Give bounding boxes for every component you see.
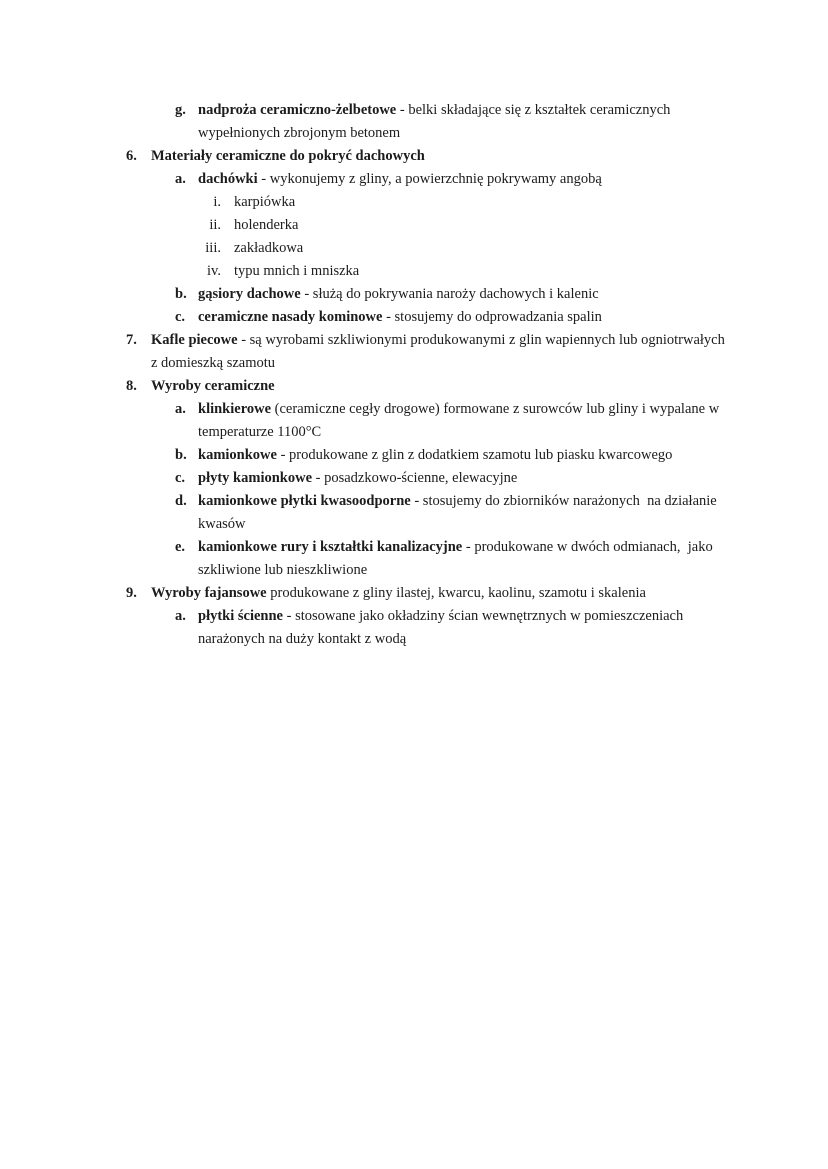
list-desc: - stosujemy do odprowadzania spalin [382, 309, 602, 325]
list-desc: - służą do pokrywania naroży dachowych i kalenic [300, 286, 599, 302]
list-desc: - produkowane w dwóch odmianach, jako szkliwione lub nieszkliwione [198, 539, 713, 578]
list-term: nadproża ceramiczno-żelbetowe [198, 102, 397, 118]
list-item [0, 214, 770, 237]
list-marker: a. [175, 608, 186, 624]
list-item [0, 168, 770, 191]
list-marker: a. [175, 171, 186, 187]
list-text [151, 582, 770, 605]
list-desc: - wykonujemy z gliny, a powierzchnię pokrywamy angobą [257, 171, 602, 187]
list-marker: 9. [126, 585, 137, 601]
list-term: Materiały ceramiczne do pokryć dachowych [151, 148, 425, 164]
list-term: Kafle piecowe [151, 332, 238, 348]
list-item [0, 605, 770, 651]
list-text [151, 329, 770, 375]
list-text [198, 283, 770, 306]
list-term: kamionkowe płytki kwasoodporne [198, 493, 411, 509]
list-item [0, 145, 770, 168]
list-item [0, 237, 770, 260]
list-marker: 6. [126, 148, 137, 164]
list-item [0, 490, 770, 536]
list-item [0, 375, 770, 398]
list-term: kamionkowe rury i kształtki kanalizacyjne [198, 539, 463, 555]
list-term: płyty kamionkowe [198, 470, 313, 486]
list-desc: (ceramiczne cegły drogowe) formowane z surowców lub gliny i wypalane w temperaturze 1100°C [198, 401, 720, 440]
list-item [0, 306, 770, 329]
list-term: klinkierowe [198, 401, 272, 417]
list-text [198, 306, 770, 329]
list-item [0, 329, 770, 375]
list-text [198, 398, 770, 444]
list-term: dachówki [198, 171, 258, 187]
list-text [198, 168, 770, 191]
list-item [0, 536, 770, 582]
list-text [198, 99, 770, 145]
list-desc: karpiówka [234, 194, 296, 210]
list-marker: 8. [126, 378, 137, 394]
list-marker: 7. [126, 332, 137, 348]
list-desc: - produkowane z glin z dodatkiem szamotu lub piasku kwarcowego [276, 447, 673, 463]
list-marker: c. [175, 309, 186, 325]
list-marker: d. [175, 493, 187, 509]
list-desc: zakładkowa [234, 240, 304, 256]
list-term: Wyroby ceramiczne [151, 378, 275, 394]
list-text [151, 375, 770, 398]
list-text [198, 490, 770, 536]
outline-list [0, 99, 770, 651]
list-text [234, 191, 770, 214]
list-text [198, 444, 770, 467]
list-item [0, 283, 770, 306]
list-marker: i. [213, 194, 221, 210]
list-item [0, 260, 770, 283]
list-item [0, 444, 770, 467]
list-desc: - stosowane jako okładziny ścian wewnętrznych w pomieszczeniach narażonych na duży kontakt z wodą [198, 608, 684, 647]
list-marker: iv. [207, 263, 221, 279]
list-desc: typu mnich i mniszka [234, 263, 360, 279]
list-text [151, 145, 770, 168]
list-text [234, 214, 770, 237]
list-marker: iii. [205, 240, 221, 256]
list-text [234, 237, 770, 260]
list-text [198, 605, 770, 651]
list-marker: a. [175, 401, 186, 417]
list-term: kamionkowe [198, 447, 277, 463]
list-term: gąsiory dachowe [198, 286, 301, 302]
list-item [0, 191, 770, 214]
list-desc: - belki składające się z kształtek ceramicznych wypełnionych zbrojonym betonem [198, 102, 671, 141]
list-term: ceramiczne nasady kominowe [198, 309, 383, 325]
list-item [0, 582, 770, 605]
list-desc: - są wyrobami szkliwionymi produkowanymi z glin wapiennych lub ogniotrwałych z domieszką szamotu [151, 332, 725, 371]
list-desc: produkowane z gliny ilastej, kwarcu, kaolinu, szamotu i skalenia [266, 585, 646, 601]
list-item [0, 99, 770, 145]
list-desc: - stosujemy do zbiorników narażonych na działanie kwasów [198, 493, 717, 532]
list-text [198, 467, 770, 490]
list-term: płytki ścienne [198, 608, 283, 624]
list-item [0, 467, 770, 490]
list-text [198, 536, 770, 582]
list-marker: e. [175, 539, 186, 555]
list-marker: b. [175, 286, 187, 302]
list-term: Wyroby fajansowe [151, 585, 267, 601]
list-desc: holenderka [234, 217, 299, 233]
list-marker: b. [175, 447, 187, 463]
list-text [234, 260, 770, 283]
list-desc: - posadzkowo-ścienne, elewacyjne [312, 470, 518, 486]
list-item [0, 398, 770, 444]
list-marker: g. [175, 102, 186, 118]
list-marker: c. [175, 470, 186, 486]
list-marker: ii. [209, 217, 221, 233]
